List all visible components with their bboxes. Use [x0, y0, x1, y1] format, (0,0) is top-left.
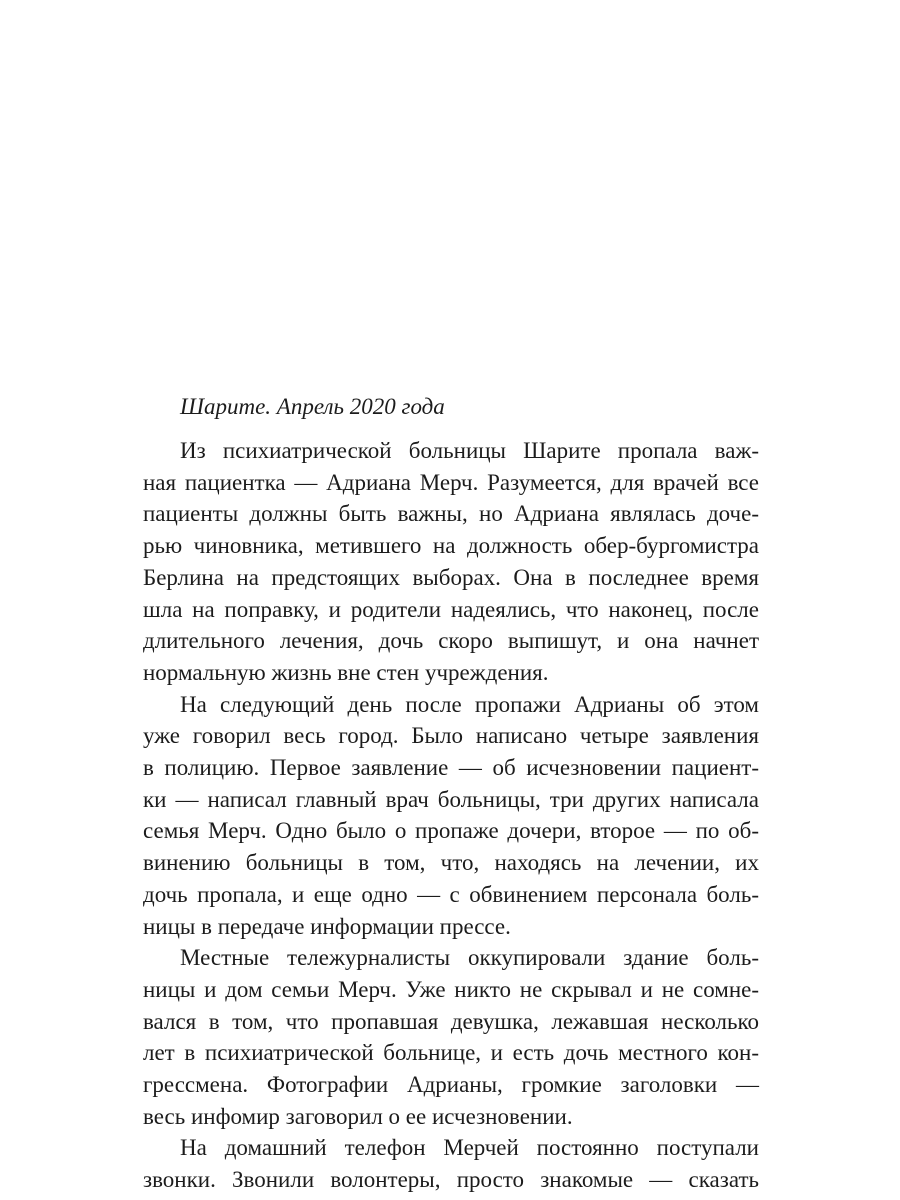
- chapter-heading: Шарите. Апрель 2020 года: [180, 394, 445, 419]
- text-line: весь инфомир заговорил о ее исчезновении.: [143, 1103, 573, 1129]
- text-line: пациенты должны быть важны, но Адриана являлась доче-: [143, 501, 759, 527]
- text-line: семья Мерч. Одно было о пропаже дочери, второе — по об-: [143, 818, 759, 844]
- text-line: шла на поправку, и родители надеялись, что наконец, после: [143, 596, 759, 622]
- text-line: На следующий день после пропажи Адрианы об этом: [180, 691, 759, 717]
- text-line: ная пациентка — Адриана Мерч. Разумеется, для врачей все: [143, 469, 759, 495]
- paragraph-4: [143, 1132, 759, 1195]
- paragraph-1: [143, 435, 759, 689]
- text-line: дочь пропала, и еще одно — с обвинением персонала боль-: [143, 881, 759, 907]
- text-line: ницы и дом семьи Мерч. Уже никто не скрывал и не сомне-: [143, 976, 759, 1002]
- chapter-text: [143, 391, 759, 1196]
- text-line: ницы в передаче информации прессе.: [143, 913, 511, 939]
- text-line: Местные тележурналисты оккупировали здание боль-: [180, 945, 759, 971]
- text-line: винению больницы в том, что, находясь на лечении, их: [143, 850, 759, 876]
- text-line: На домашний телефон Мерчей постоянно поступали: [180, 1135, 759, 1161]
- text-line: нормальную жизнь вне стен учреждения.: [143, 659, 549, 685]
- text-line: Из психиатрической больницы Шарите пропала важ-: [180, 438, 759, 463]
- text-line: Берлина на предстоящих выборах. Она в последнее время: [143, 564, 759, 590]
- text-line: вался в том, что пропавшая девушка, лежавшая несколько: [143, 1008, 759, 1034]
- text-line: уже говорил весь город. Было написано четыре заявления: [143, 723, 759, 749]
- text-line: грессмена. Фотографии Адрианы, громкие заголовки —: [143, 1072, 759, 1098]
- text-line: звонки. Звонили волонтеры, просто знакомые — сказать: [143, 1167, 759, 1193]
- paragraph-2: [143, 689, 759, 943]
- text-line: лет в психиатрической больнице, и есть дочь местного кон-: [143, 1040, 759, 1066]
- text-line: в полицию. Первое заявление — об исчезновении пациент-: [143, 755, 759, 781]
- text-line: ки — написал главный врач больницы, три других написала: [143, 786, 759, 812]
- text-line: длительного лечения, дочь скоро выпишут, и она начнет: [143, 628, 759, 654]
- paragraph-3: [143, 942, 759, 1132]
- text-line: рью чиновника, метившего на должность обер-бургомистра: [143, 533, 759, 559]
